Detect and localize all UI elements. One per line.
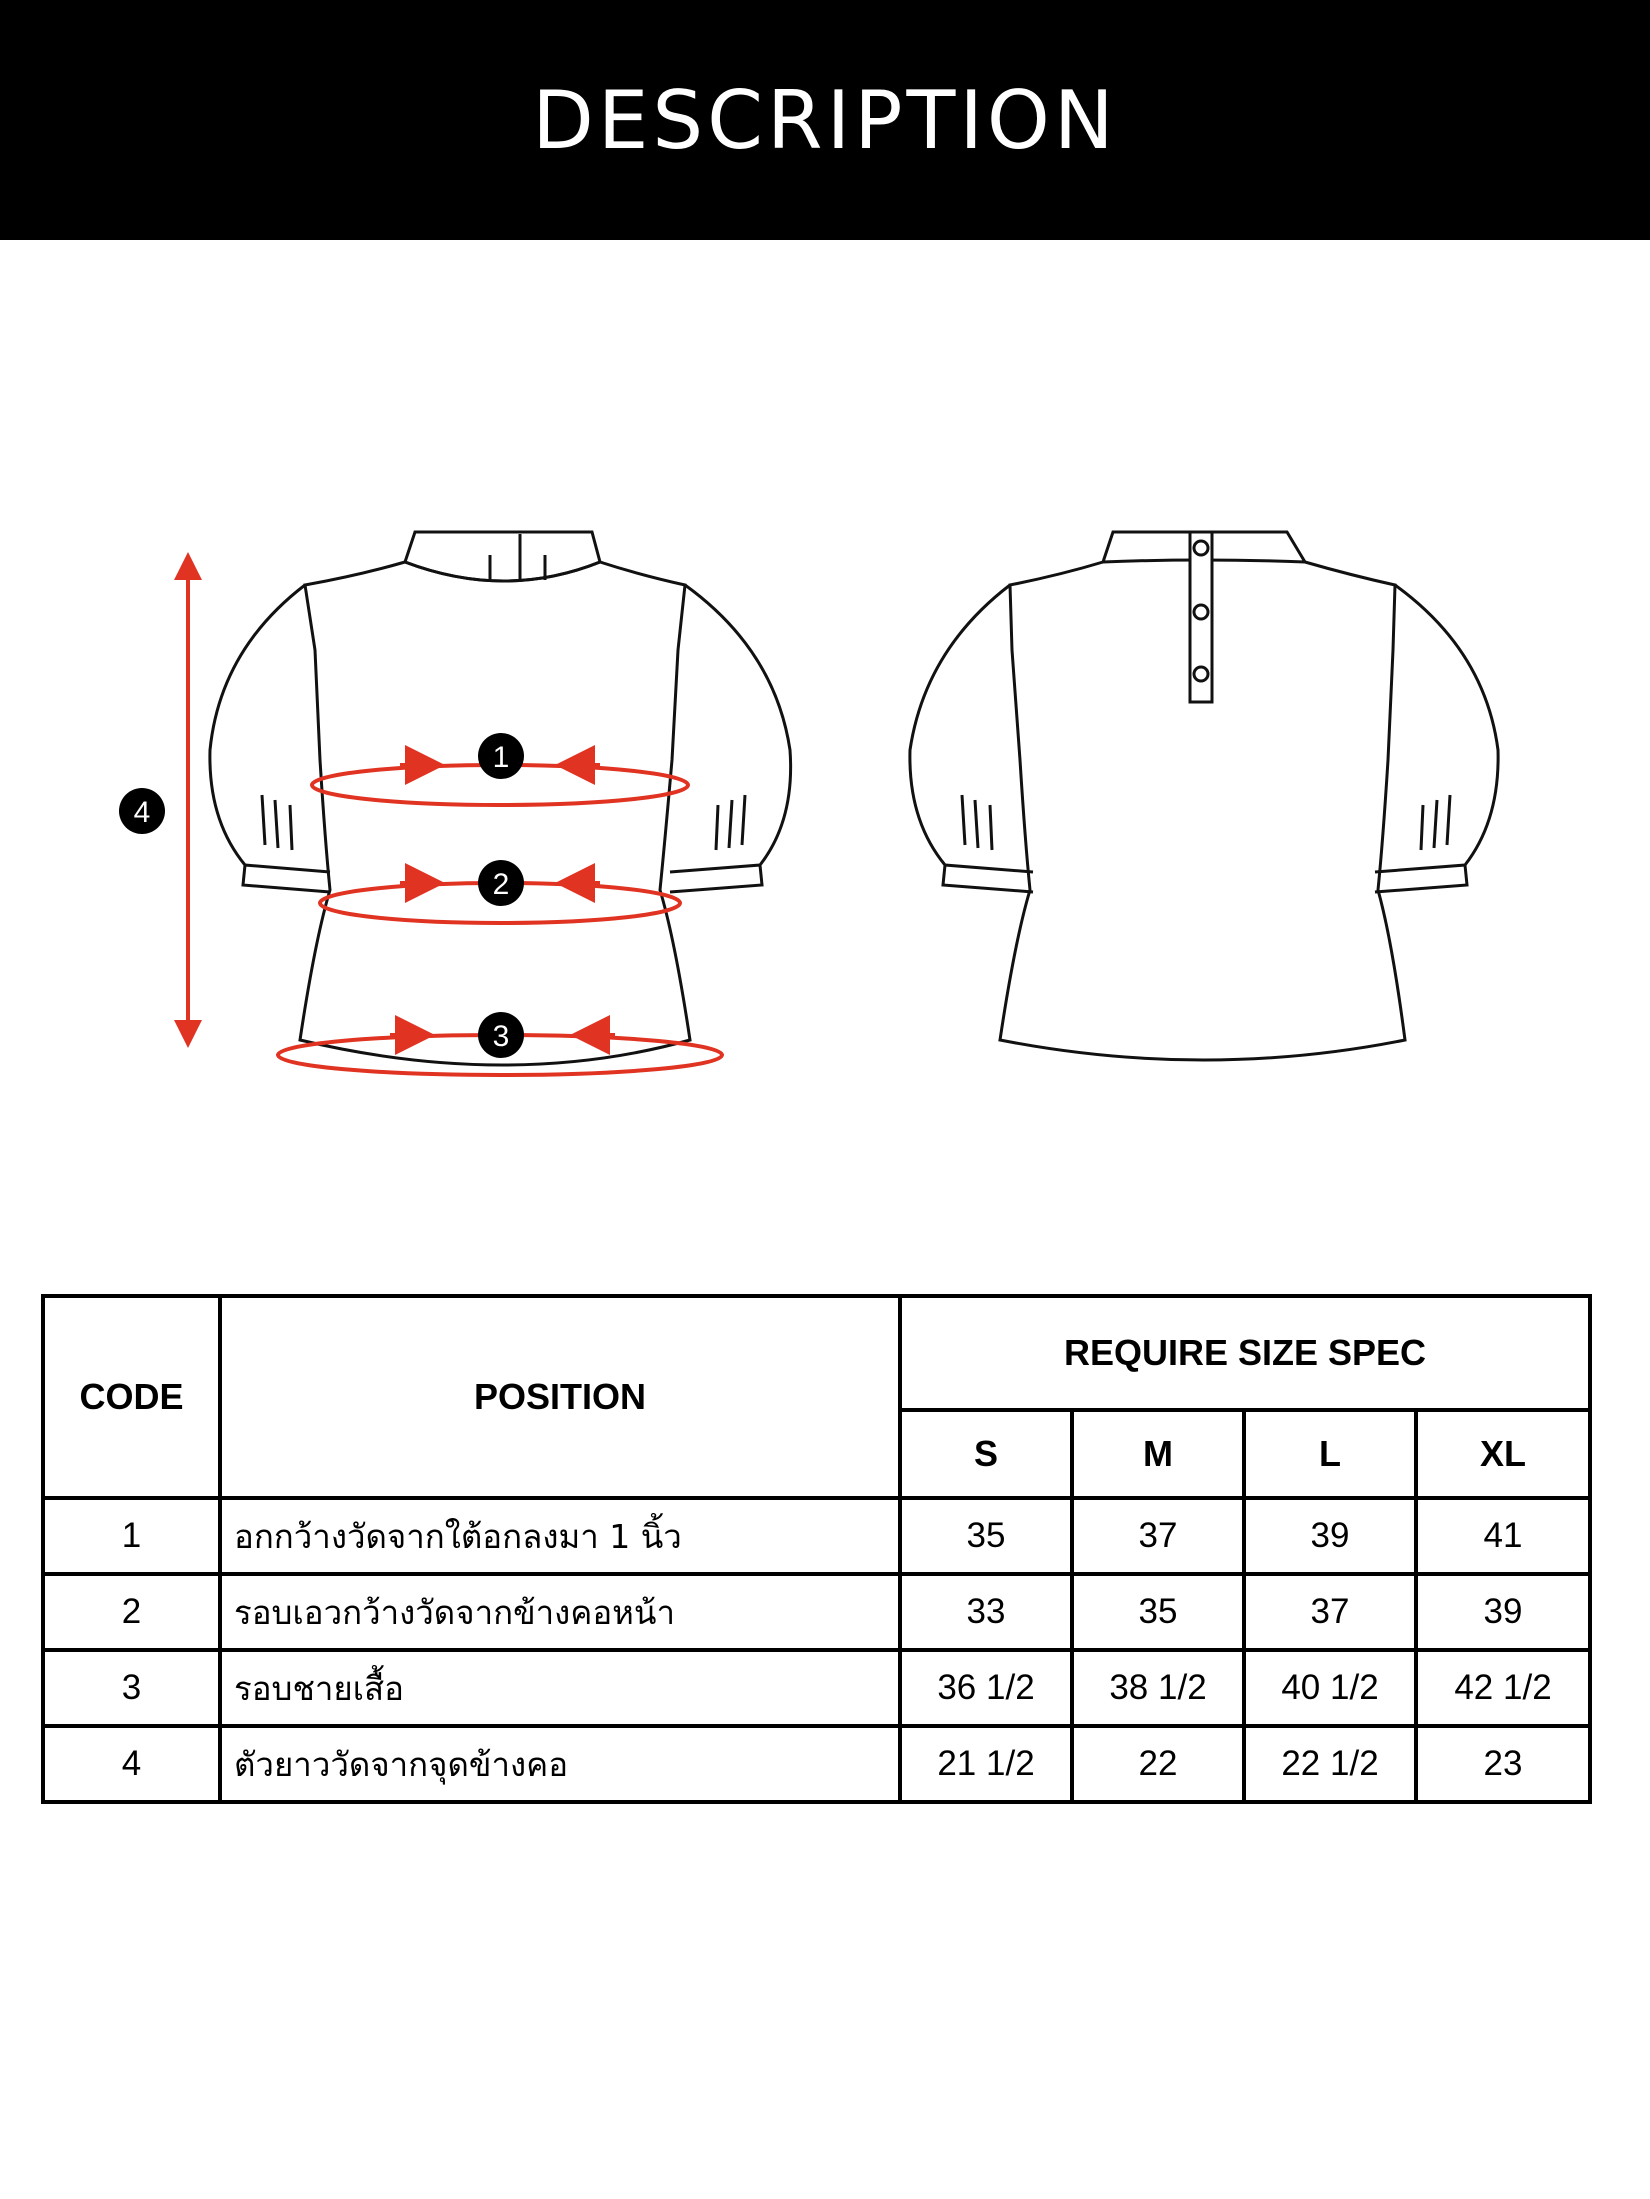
marker-4 [119,788,165,834]
row-position: รอบเอวกว้างวัดจากข้างคอหน้า [220,1574,900,1650]
back-shirt-drawing [910,532,1498,1060]
table-header-row [43,1296,1590,1410]
garment-diagram [0,500,1650,1120]
table-row [43,1650,1590,1726]
row-code: 2 [43,1574,220,1650]
header-code: CODE [43,1296,220,1498]
marker-1 [478,733,524,779]
row-position: รอบชายเสื้อ [220,1650,900,1726]
marker-3 [478,1012,524,1058]
row-value-m: 35 [1072,1574,1244,1650]
row-value-l: 37 [1244,1574,1416,1650]
row-value-m: 37 [1072,1498,1244,1574]
table-row [43,1498,1590,1574]
header-size-spec: REQUIRE SIZE SPEC [900,1296,1590,1410]
row-value-l: 40 1/2 [1244,1650,1416,1726]
table-row [43,1574,1590,1650]
row-value-xl: 39 [1416,1574,1590,1650]
row-value-s: 36 1/2 [900,1650,1072,1726]
row-value-xl: 41 [1416,1498,1590,1574]
row-value-s: 21 1/2 [900,1726,1072,1802]
marker-2 [478,860,524,906]
header-size-l: L [1244,1410,1416,1498]
row-value-s: 33 [900,1574,1072,1650]
header-bar [0,0,1650,240]
svg-text:3: 3 [492,1020,510,1053]
header-size-xl: XL [1416,1410,1590,1498]
row-code: 4 [43,1726,220,1802]
row-value-xl: 42 1/2 [1416,1650,1590,1726]
page-title: DESCRIPTION [532,73,1118,167]
svg-text:2: 2 [492,868,510,901]
row-position: อกกว้างวัดจากใต้อกลงมา 1 นิ้ว [220,1498,900,1574]
row-code: 3 [43,1650,220,1726]
row-position: ตัวยาววัดจากจุดข้างคอ [220,1726,900,1802]
row-value-s: 35 [900,1498,1072,1574]
front-shirt-drawing [210,532,791,1065]
header-position: POSITION [220,1296,900,1498]
svg-text:4: 4 [133,796,151,829]
row-value-l: 22 1/2 [1244,1726,1416,1802]
row-value-m: 38 1/2 [1072,1650,1244,1726]
size-spec-table [41,1294,1592,1804]
row-value-m: 22 [1072,1726,1244,1802]
row-value-l: 39 [1244,1498,1416,1574]
row-code: 1 [43,1498,220,1574]
header-size-m: M [1072,1410,1244,1498]
header-size-s: S [900,1410,1072,1498]
row-value-xl: 23 [1416,1726,1590,1802]
svg-text:1: 1 [492,741,510,774]
table-row [43,1726,1590,1802]
